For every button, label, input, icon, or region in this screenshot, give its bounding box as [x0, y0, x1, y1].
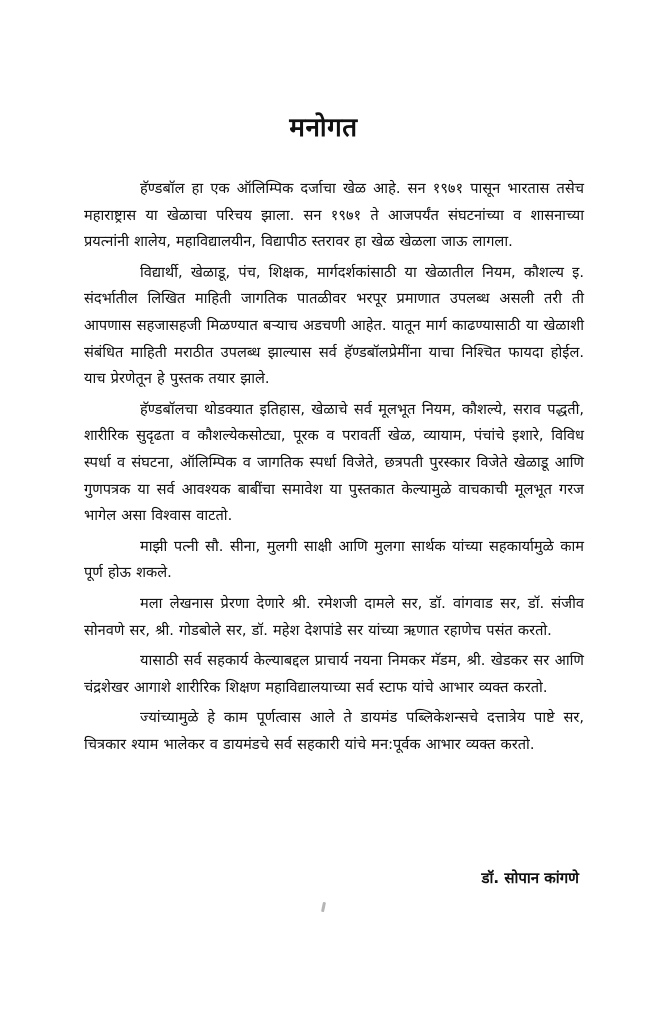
scan-speck [321, 902, 326, 912]
paragraph-2: विद्यार्थी, खेळाडू, पंच, शिक्षक, मार्गदर्शकांसाठी या खेळातील नियम, कौशल्य इ. संदर्भातील लिखित माहिती जागतिक पातळीवर भरपूर प्रमाणात उपलब्ध असली तरी ती आपणास सहजासहजी मिळण्यात बऱ्याच अडचणी आहेत. यातून मार्ग काढण्यासाठी या खेळाशी संबंधित माहिती मराठीत उपलब्ध झाल्यास सर्व हॅण्डबॉलप्रेमींना याचा निश्चित फायदा होईल. याच प्रेरणेतून हे पुस्तक तयार झाले. [84, 263, 584, 388]
paragraph-5: मला लेखनास प्रेरणा देणारे श्री. रमेशजी दामले सर, डॉ. वांगवाड सर, डॉ. संजीव सोनवणे सर, श्री. गोडबोले सर, डॉ. महेश देशपांडे सर यांच्या ऋणात रहाणेच पसंत करतो. [84, 594, 584, 639]
paragraph-4: माझी पत्नी सौ. सीना, मुलगी साक्षी आणि मुलगा सार्थक यांच्या सहकार्यामुळे काम पूर्ण होऊ शकले. [84, 537, 584, 582]
preface-body [84, 176, 584, 762]
paragraph-6: यासाठी सर्व सहकार्य केल्याबद्दल प्राचार्य नयना निमकर मॅडम, श्री. खेडकर सर आणि चंद्रशेखर आगाशे शारीरिक शिक्षण महाविद्यालयाच्या सर्व स्टाफ यांचे आभार व्यक्त करतो. [84, 652, 584, 696]
page-title: मनोगत [289, 113, 358, 143]
paragraph-7: ज्यांच्यामुळे हे काम पूर्णत्वास आले ते डायमंड पब्लिकेशन्सचे दत्तात्रेय पाष्टे सर, चित्रकार श्याम भालेकर व डायमंडचे सर्व सहकारी यांचे मन:पूर्वक आभार व्यक्त करतो. [84, 709, 584, 753]
author-signature: डॉ. सोपान कांगणे [481, 869, 579, 887]
paragraph-1: हॅण्डबॉल हा एक ऑलिम्पिक दर्जाचा खेळ आहे. सन १९७१ पासून भारतास तसेच महाराष्ट्रास या खेळाचा परिचय झाला. सन १९७१ ते आजपर्यंत संघटनांच्या व शासनाच्या प्रयत्नांनी शालेय, महाविद्यालयीन, विद्यापीठ स्तरावर हा खेळ खेळला जाऊ लागला. [84, 180, 584, 251]
paragraph-3: हॅण्डबॉलचा थोडक्यात इतिहास, खेळाचे सर्व मूलभूत नियम, कौशल्ये, सराव पद्धती, शारीरिक सुदृढता व कौशल्येकसोट्या, पूरक व परावर्ती खेळ, व्यायाम, पंचांचे इशारे, विविध स्पर्धा व संघटना, ऑलिम्पिक व जागतिक स्पर्धा विजेते, छत्रपती पुरस्कार विजेते खेळाडू आणि गुणपत्रक या सर्व आवश्यक बाबींचा समावेश या पुस्तकात केल्यामुळे वाचकाची मूलभूत गरज भागेल असा विश्वास वाटतो. [84, 400, 584, 525]
